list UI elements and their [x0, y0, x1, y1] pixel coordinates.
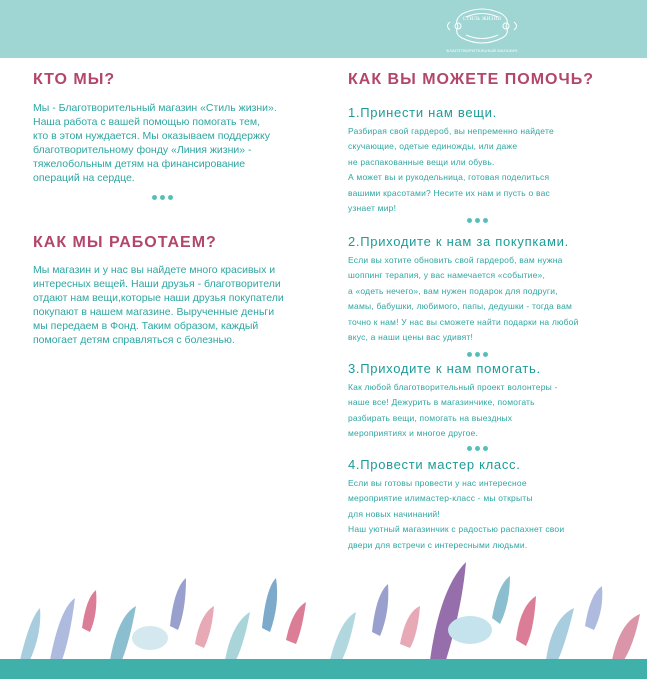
help-item-1-heading: 1.Принести нам вещи. [348, 105, 497, 120]
text-line: шоппинг терапия, у вас намечается «событие», [348, 270, 546, 281]
text-line: точно к нам! У нас вы сможете найти подарки на любой [348, 316, 579, 327]
text-line: интересных вещей. Наши друзья - благотворители [33, 278, 281, 290]
who-paragraph [33, 101, 277, 185]
text-line: помогает детям справляться с болезнью. [33, 334, 235, 346]
text-line: для новых начинаний! [348, 508, 440, 519]
section-title-how: КАК МЫ РАБОТАЕМ? [33, 234, 217, 251]
text-line: Мы магазин и у нас вы найдете много красивых и [33, 264, 276, 276]
store-logo [440, 6, 524, 54]
text-line: кто в этом нуждается. Мы оказываем поддержку [33, 130, 271, 142]
text-line: тяжелобольным детям на финансирование [33, 158, 246, 170]
flower-group-left [20, 578, 306, 660]
header-band [0, 0, 647, 58]
section-title-who: КТО МЫ? [33, 71, 116, 88]
text-line: вашими красотами? Несите их нам и пусть о вас [348, 187, 550, 198]
flower-group-right [330, 562, 640, 660]
how-paragraph [33, 263, 284, 347]
logo-tagline: БЛАГОТВОРИТЕЛЬНЫЙ МАГАЗИН [446, 48, 518, 53]
help-item-4-heading: 4.Провести мастер класс. [348, 457, 521, 472]
text-line: Как любой благотворительный проект волонтеры - [348, 382, 558, 392]
text-line: Наш уютный магазинчик с радостью распахнет свои [348, 524, 565, 535]
text-line: скучающие, одетые единожды, или даже [348, 141, 518, 152]
text-line: а «одеть нечего», вам нужен подарок для подруги, [348, 285, 558, 296]
text-line: мы передаем в Фонд. Таким образом, каждый [33, 320, 259, 332]
text-line: мероприятиях и многое другое. [348, 428, 479, 439]
text-line: Разбирая свой гардероб, вы непременно найдете [348, 126, 554, 136]
dots-divider [152, 195, 173, 200]
floral-border-illustration [0, 548, 647, 660]
text-line: А может вы и рукодельница, готовая поделиться [348, 172, 550, 183]
text-line: Если вы хотите обновить свой гардероб, вам нужна [348, 255, 563, 265]
section-title-help: КАК ВЫ МОЖЕТЕ ПОМОЧЬ? [348, 71, 595, 88]
text-line: не распакованные вещи или обувь. [348, 156, 495, 167]
dots-divider [467, 218, 488, 223]
text-line: узнает мир! [348, 203, 397, 214]
text-line: благотворительному фонду «Линия жизни» - [33, 144, 252, 156]
dots-divider [467, 352, 488, 357]
logo-name: СТИЛЬ ЖИЗНИ [462, 17, 502, 22]
text-line: мероприятие илимастер-класс - мы открыты [348, 493, 533, 504]
help-item-3-text [348, 380, 558, 442]
text-line: вкус, а наши цены вас удивят! [348, 332, 474, 343]
text-line: покупают в нашем магазине. Вырученные деньги [33, 306, 275, 318]
ornament-frame-icon [440, 6, 524, 46]
help-item-3-heading: 3.Приходите к нам помогать. [348, 361, 541, 376]
dots-divider [467, 446, 488, 451]
text-line: Мы - Благотворительный магазин «Стиль жизни». [33, 102, 277, 114]
text-line: Наша работа с вашей помощью помогать тем, [33, 116, 261, 128]
text-line: двери для встречи с интересными людьми. [348, 539, 528, 550]
text-line: отдают нам вещи,которые наши друзья покупатели [33, 292, 284, 304]
text-line: наше все! Дежурить в магазинчике, помогать [348, 397, 535, 408]
help-item-4-text [348, 476, 564, 553]
help-item-2-text [348, 253, 579, 345]
text-line: мамы, бабушки, любимого, папы, дедушки - тогда вам [348, 301, 573, 312]
footer-band [0, 659, 647, 679]
text-line: разбирать вещи, помогать на выездных [348, 412, 513, 423]
text-line: Если вы готовы провести у нас интересное [348, 478, 527, 488]
text-line: операций на сердце. [33, 172, 135, 184]
help-item-2-heading: 2.Приходите к нам за покупками. [348, 234, 569, 249]
help-item-1-text [348, 124, 554, 216]
